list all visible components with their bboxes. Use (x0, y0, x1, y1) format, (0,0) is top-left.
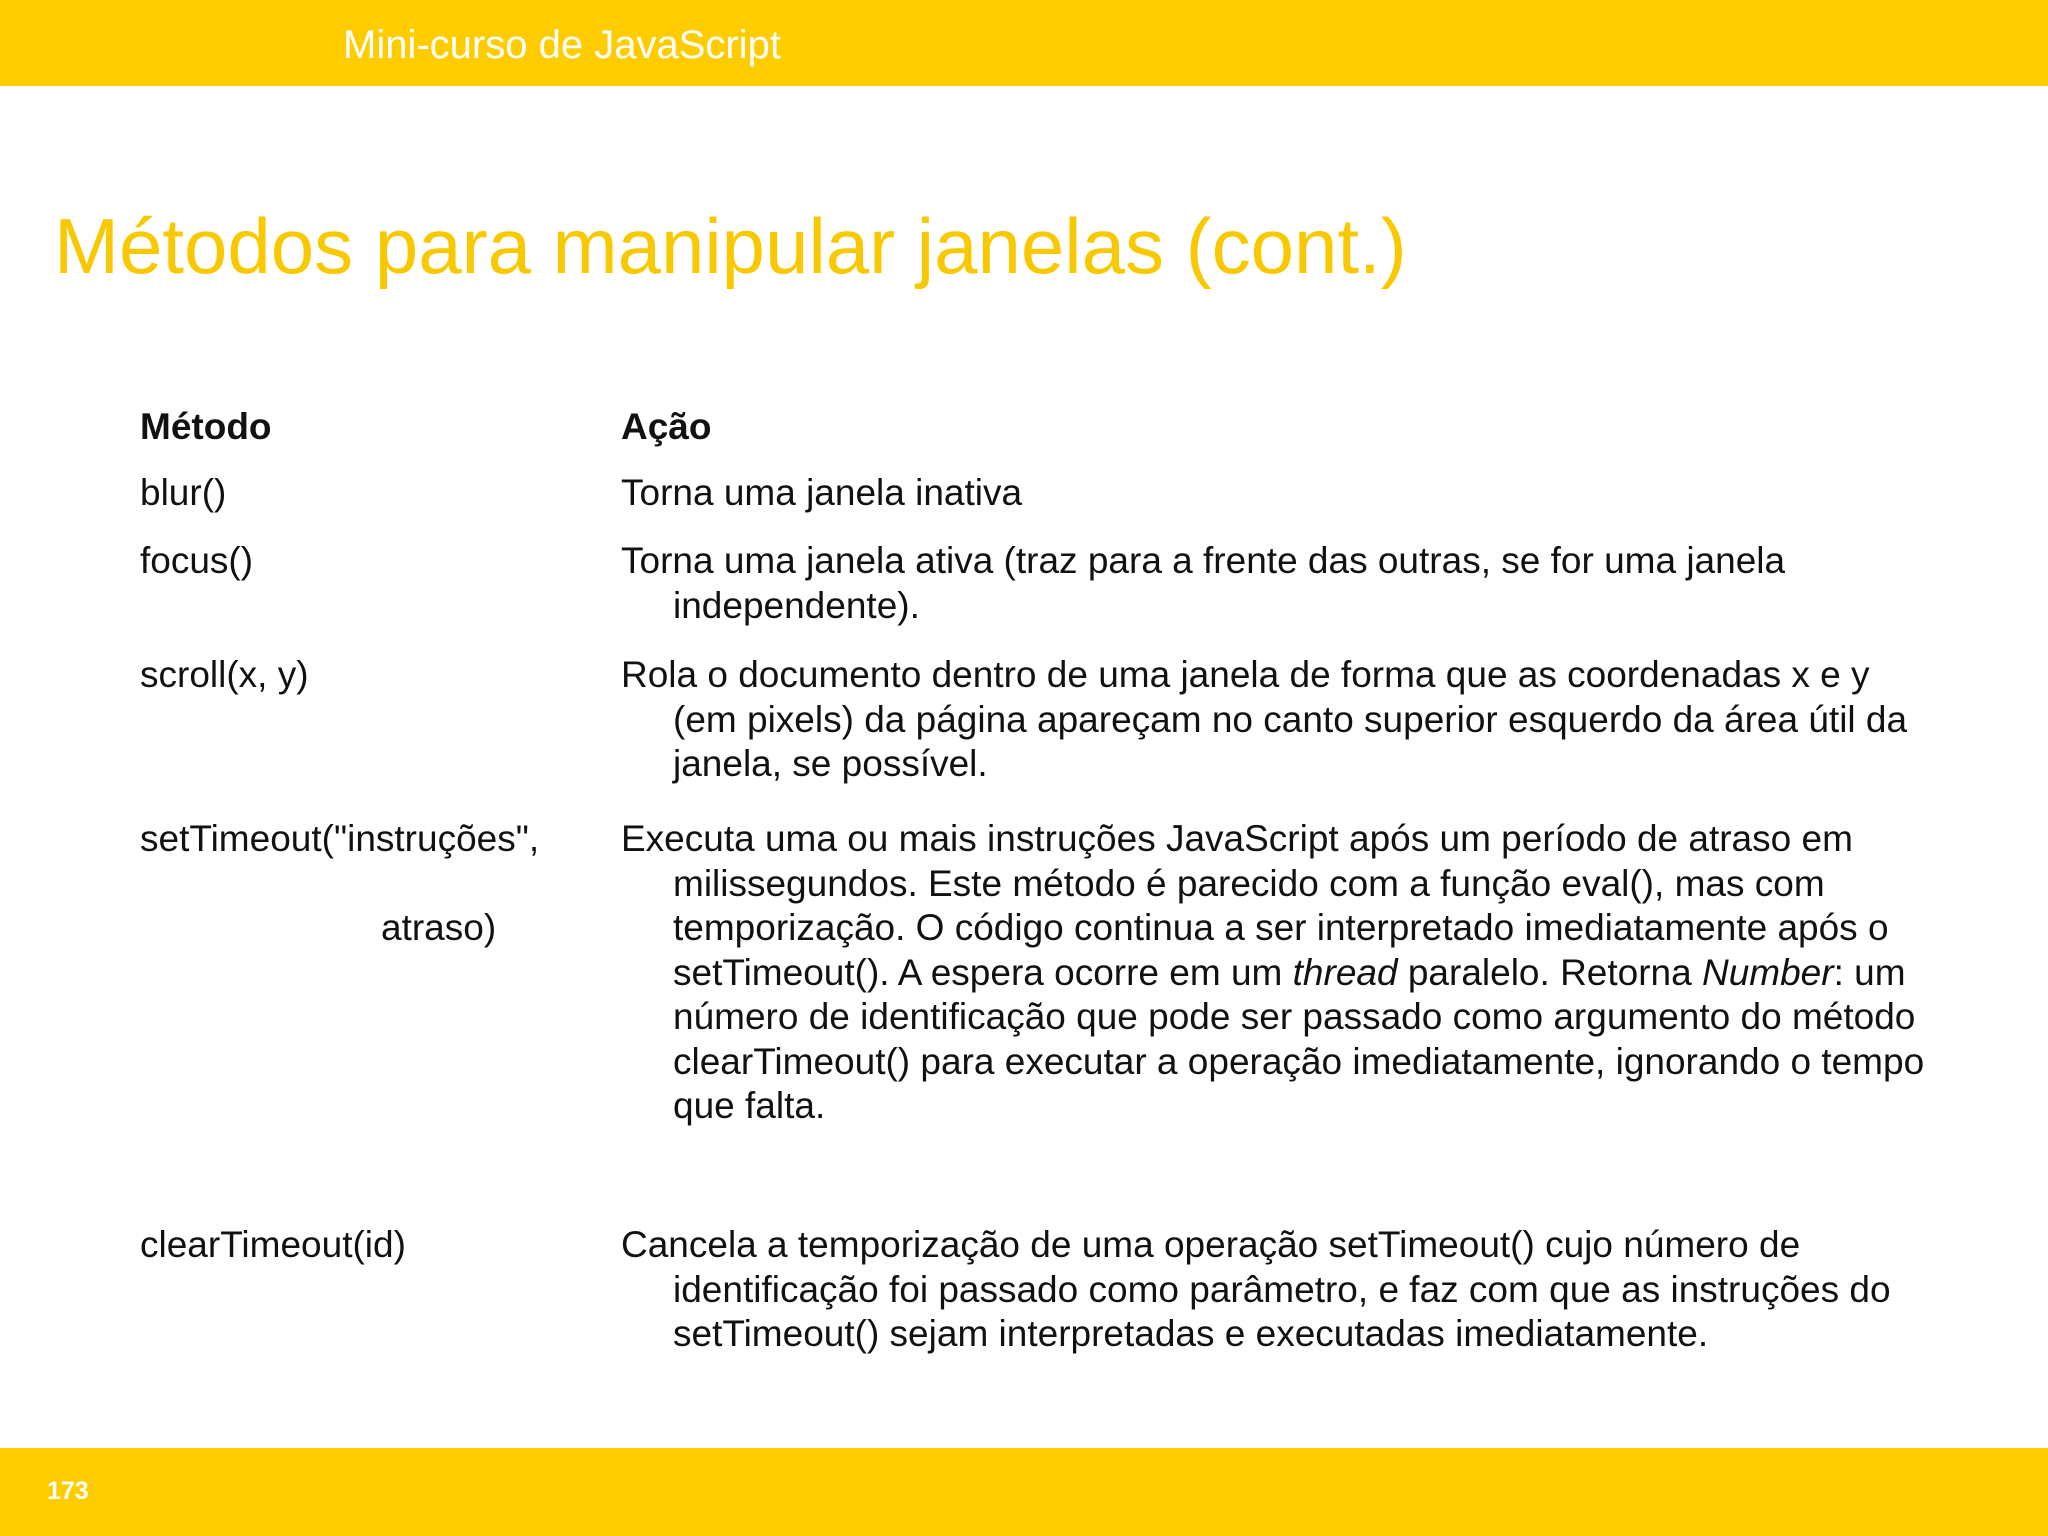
course-title: Mini-curso de JavaScript (343, 23, 781, 67)
method-name: clearTimeout(id) (140, 1224, 406, 1265)
method-name: blur() (140, 472, 227, 513)
method-action: Rola o documento dentro de uma janela de forma que as coordenadas x e y (em pixels) da página apareçam no canto superior esquerdo da área útil da janela, se possível. (621, 654, 1908, 784)
column-header-action: Ação (621, 406, 712, 447)
emphasis-number: Number (1701, 951, 1834, 993)
method-action: Torna uma janela inativa (621, 472, 1023, 513)
table-row (140, 1223, 1940, 1403)
method-action: Torna uma janela ativa (traz para a frente das outras, se for uma janela independente). (621, 540, 1786, 626)
table-header-row (140, 405, 1940, 471)
method-name: scroll(x, y) (140, 654, 309, 695)
emphasis-thread: thread (1292, 951, 1398, 993)
method-name-line1: setTimeout("instruções", (140, 818, 540, 859)
methods-table (140, 405, 1940, 1403)
method-action: Cancela a temporização de uma operação setTimeout() cujo número de identificação foi passado como parâmetro, e faz com que as instruções do setTimeout() sejam interpretadas e executadas imediatamente. (621, 1224, 1891, 1354)
slide-title: Métodos para manipular janelas (cont.) (54, 202, 1407, 290)
page-number: 173 (47, 1477, 89, 1505)
method-name-line2: atraso) (381, 906, 497, 948)
table-row (140, 817, 1940, 1223)
method-action: Executa uma ou mais instruções JavaScript após um período de atraso em milissegundos. Este método é parecido com a função eval(), mas com temporização. O código continua a ser interpretado imediatamente após o setTimeout(). A espera ocorre em um thread paralelo. Retorna Number: um número de identificação que pode ser passado como argumento do método clearTimeout() para executar a operação imediatamente, ignorando o tempo que falta. (621, 818, 1925, 1126)
table-row (140, 539, 1940, 653)
method-name (140, 817, 621, 1223)
method-name: focus() (140, 540, 254, 581)
footer-bar (0, 1448, 2048, 1536)
table-row (140, 653, 1940, 817)
column-header-method: Método (140, 406, 272, 447)
header-bar (0, 0, 2048, 86)
table-row (140, 471, 1940, 539)
